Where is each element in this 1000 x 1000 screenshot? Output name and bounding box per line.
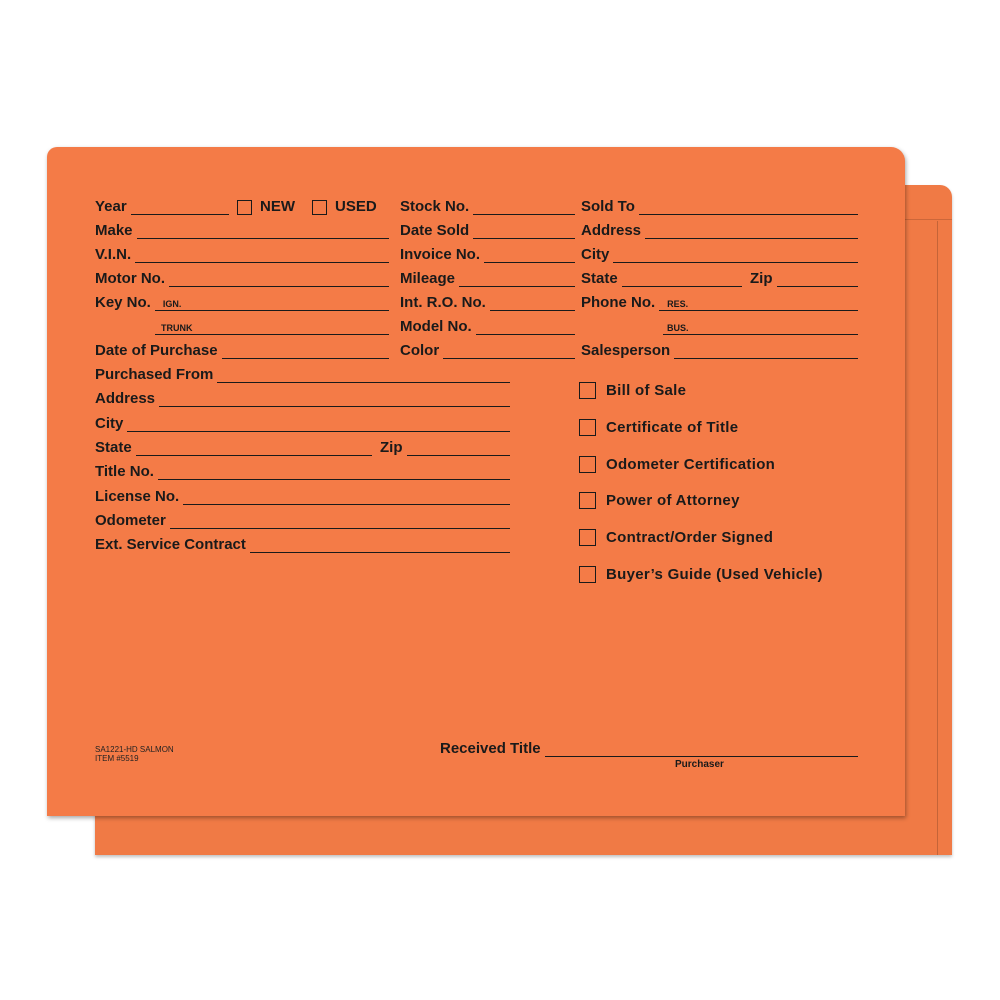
- model-no-field[interactable]: [400, 317, 575, 335]
- date-of-purchase-field[interactable]: [95, 341, 389, 359]
- front-folder-panel: [47, 147, 905, 816]
- year-field[interactable]: [95, 197, 229, 215]
- purchaser-caption: Purchaser: [675, 759, 724, 770]
- vin-field[interactable]: [95, 245, 389, 263]
- motor-no-field[interactable]: [95, 269, 389, 287]
- odometer-certification-checkbox[interactable]: [579, 456, 596, 473]
- used-checkbox[interactable]: [312, 200, 327, 215]
- key-no-label: Key No.: [95, 294, 151, 311]
- seller-zip-field[interactable]: [380, 438, 510, 456]
- address-field[interactable]: [581, 221, 858, 239]
- vin-label: V.I.N.: [95, 246, 132, 263]
- city-field[interactable]: [581, 245, 858, 263]
- ext-service-contract-field[interactable]: [95, 535, 510, 553]
- sold-to-label: Sold To: [581, 198, 635, 215]
- certificate-of-title-checkbox[interactable]: [579, 419, 596, 436]
- checklist-item-power-of-attorney[interactable]: [579, 492, 740, 509]
- bus-sublabel: BUS.: [667, 323, 689, 333]
- zip-field[interactable]: [750, 269, 858, 287]
- new-option[interactable]: [237, 197, 295, 215]
- city-label: City: [581, 246, 610, 263]
- checklist-label: Bill of Sale: [606, 382, 687, 399]
- used-label: USED: [335, 198, 377, 215]
- new-label: NEW: [260, 198, 295, 215]
- checklist-item-bill-of-sale[interactable]: [579, 382, 686, 399]
- motor-no-label: Motor No.: [95, 270, 165, 287]
- odometer-label: Odometer: [95, 512, 166, 529]
- mileage-label: Mileage: [400, 270, 456, 287]
- sold-to-field[interactable]: [581, 197, 858, 215]
- seller-state-label: State: [95, 439, 132, 456]
- phone-no-field[interactable]: [581, 293, 858, 311]
- res-sublabel: RES.: [667, 299, 689, 309]
- title-no-label: Title No.: [95, 463, 154, 480]
- seller-address-field[interactable]: [95, 389, 510, 407]
- license-no-field[interactable]: [95, 487, 510, 505]
- business-phone-field[interactable]: [663, 317, 858, 335]
- seller-city-label: City: [95, 415, 124, 432]
- salesperson-field[interactable]: [581, 341, 858, 359]
- date-sold-field[interactable]: [400, 221, 575, 239]
- checklist-item-buyers-guide[interactable]: [579, 566, 823, 583]
- stock-no-field[interactable]: [400, 197, 575, 215]
- mileage-field[interactable]: [400, 269, 575, 287]
- checklist-label: Buyer’s Guide (Used Vehicle): [606, 566, 823, 583]
- state-field[interactable]: [581, 269, 742, 287]
- zip-label: Zip: [750, 270, 773, 287]
- purchased-from-label: Purchased From: [95, 366, 214, 383]
- buyers-guide-checkbox[interactable]: [579, 566, 596, 583]
- int-ro-no-label: Int. R.O. No.: [400, 294, 486, 311]
- item-code-line2: ITEM #5519: [95, 754, 139, 763]
- checklist-item-contract-order-signed[interactable]: [579, 529, 773, 546]
- bill-of-sale-checkbox[interactable]: [579, 382, 596, 399]
- date-of-purchase-label: Date of Purchase: [95, 342, 218, 359]
- invoice-no-field[interactable]: [400, 245, 575, 263]
- color-field[interactable]: [400, 341, 575, 359]
- phone-no-label: Phone No.: [581, 294, 656, 311]
- checklist-item-certificate-of-title[interactable]: [579, 419, 738, 436]
- invoice-no-label: Invoice No.: [400, 246, 481, 263]
- checklist-label: Certificate of Title: [606, 419, 739, 436]
- license-no-label: License No.: [95, 488, 180, 505]
- ext-service-contract-label: Ext. Service Contract: [95, 536, 246, 553]
- model-no-label: Model No.: [400, 318, 472, 335]
- state-label: State: [581, 270, 618, 287]
- make-field[interactable]: [95, 221, 389, 239]
- folder-crease: [902, 219, 952, 220]
- item-code: [95, 745, 174, 763]
- year-label: Year: [95, 198, 127, 215]
- checklist-label: Power of Attorney: [606, 492, 740, 509]
- key-no-field[interactable]: [95, 293, 389, 311]
- purchased-from-field[interactable]: [95, 365, 510, 383]
- int-ro-no-field[interactable]: [400, 293, 575, 311]
- seller-state-field[interactable]: [95, 438, 372, 456]
- seller-zip-label: Zip: [380, 439, 403, 456]
- folder-edge-line: [937, 221, 938, 855]
- new-checkbox[interactable]: [237, 200, 252, 215]
- trunk-sublabel: TRUNK: [161, 323, 193, 333]
- color-label: Color: [400, 342, 440, 359]
- trunk-key-field[interactable]: [155, 317, 389, 335]
- checklist-item-odometer-certification[interactable]: [579, 456, 775, 473]
- title-no-field[interactable]: [95, 462, 510, 480]
- make-label: Make: [95, 222, 133, 239]
- contract-order-signed-checkbox[interactable]: [579, 529, 596, 546]
- address-label: Address: [581, 222, 642, 239]
- stock-no-label: Stock No.: [400, 198, 470, 215]
- ign-sublabel: IGN.: [162, 299, 182, 309]
- received-title-label: Received Title: [440, 740, 541, 757]
- seller-city-field[interactable]: [95, 414, 510, 432]
- item-code-line1: SA1221-HD SALMON: [95, 745, 174, 754]
- odometer-field[interactable]: [95, 511, 510, 529]
- power-of-attorney-checkbox[interactable]: [579, 492, 596, 509]
- checklist-label: Contract/Order Signed: [606, 529, 774, 546]
- checklist-label: Odometer Certification: [606, 456, 776, 473]
- received-title-field[interactable]: [440, 739, 858, 757]
- seller-address-label: Address: [95, 390, 156, 407]
- used-option[interactable]: [312, 197, 377, 215]
- salesperson-label: Salesperson: [581, 342, 671, 359]
- date-sold-label: Date Sold: [400, 222, 470, 239]
